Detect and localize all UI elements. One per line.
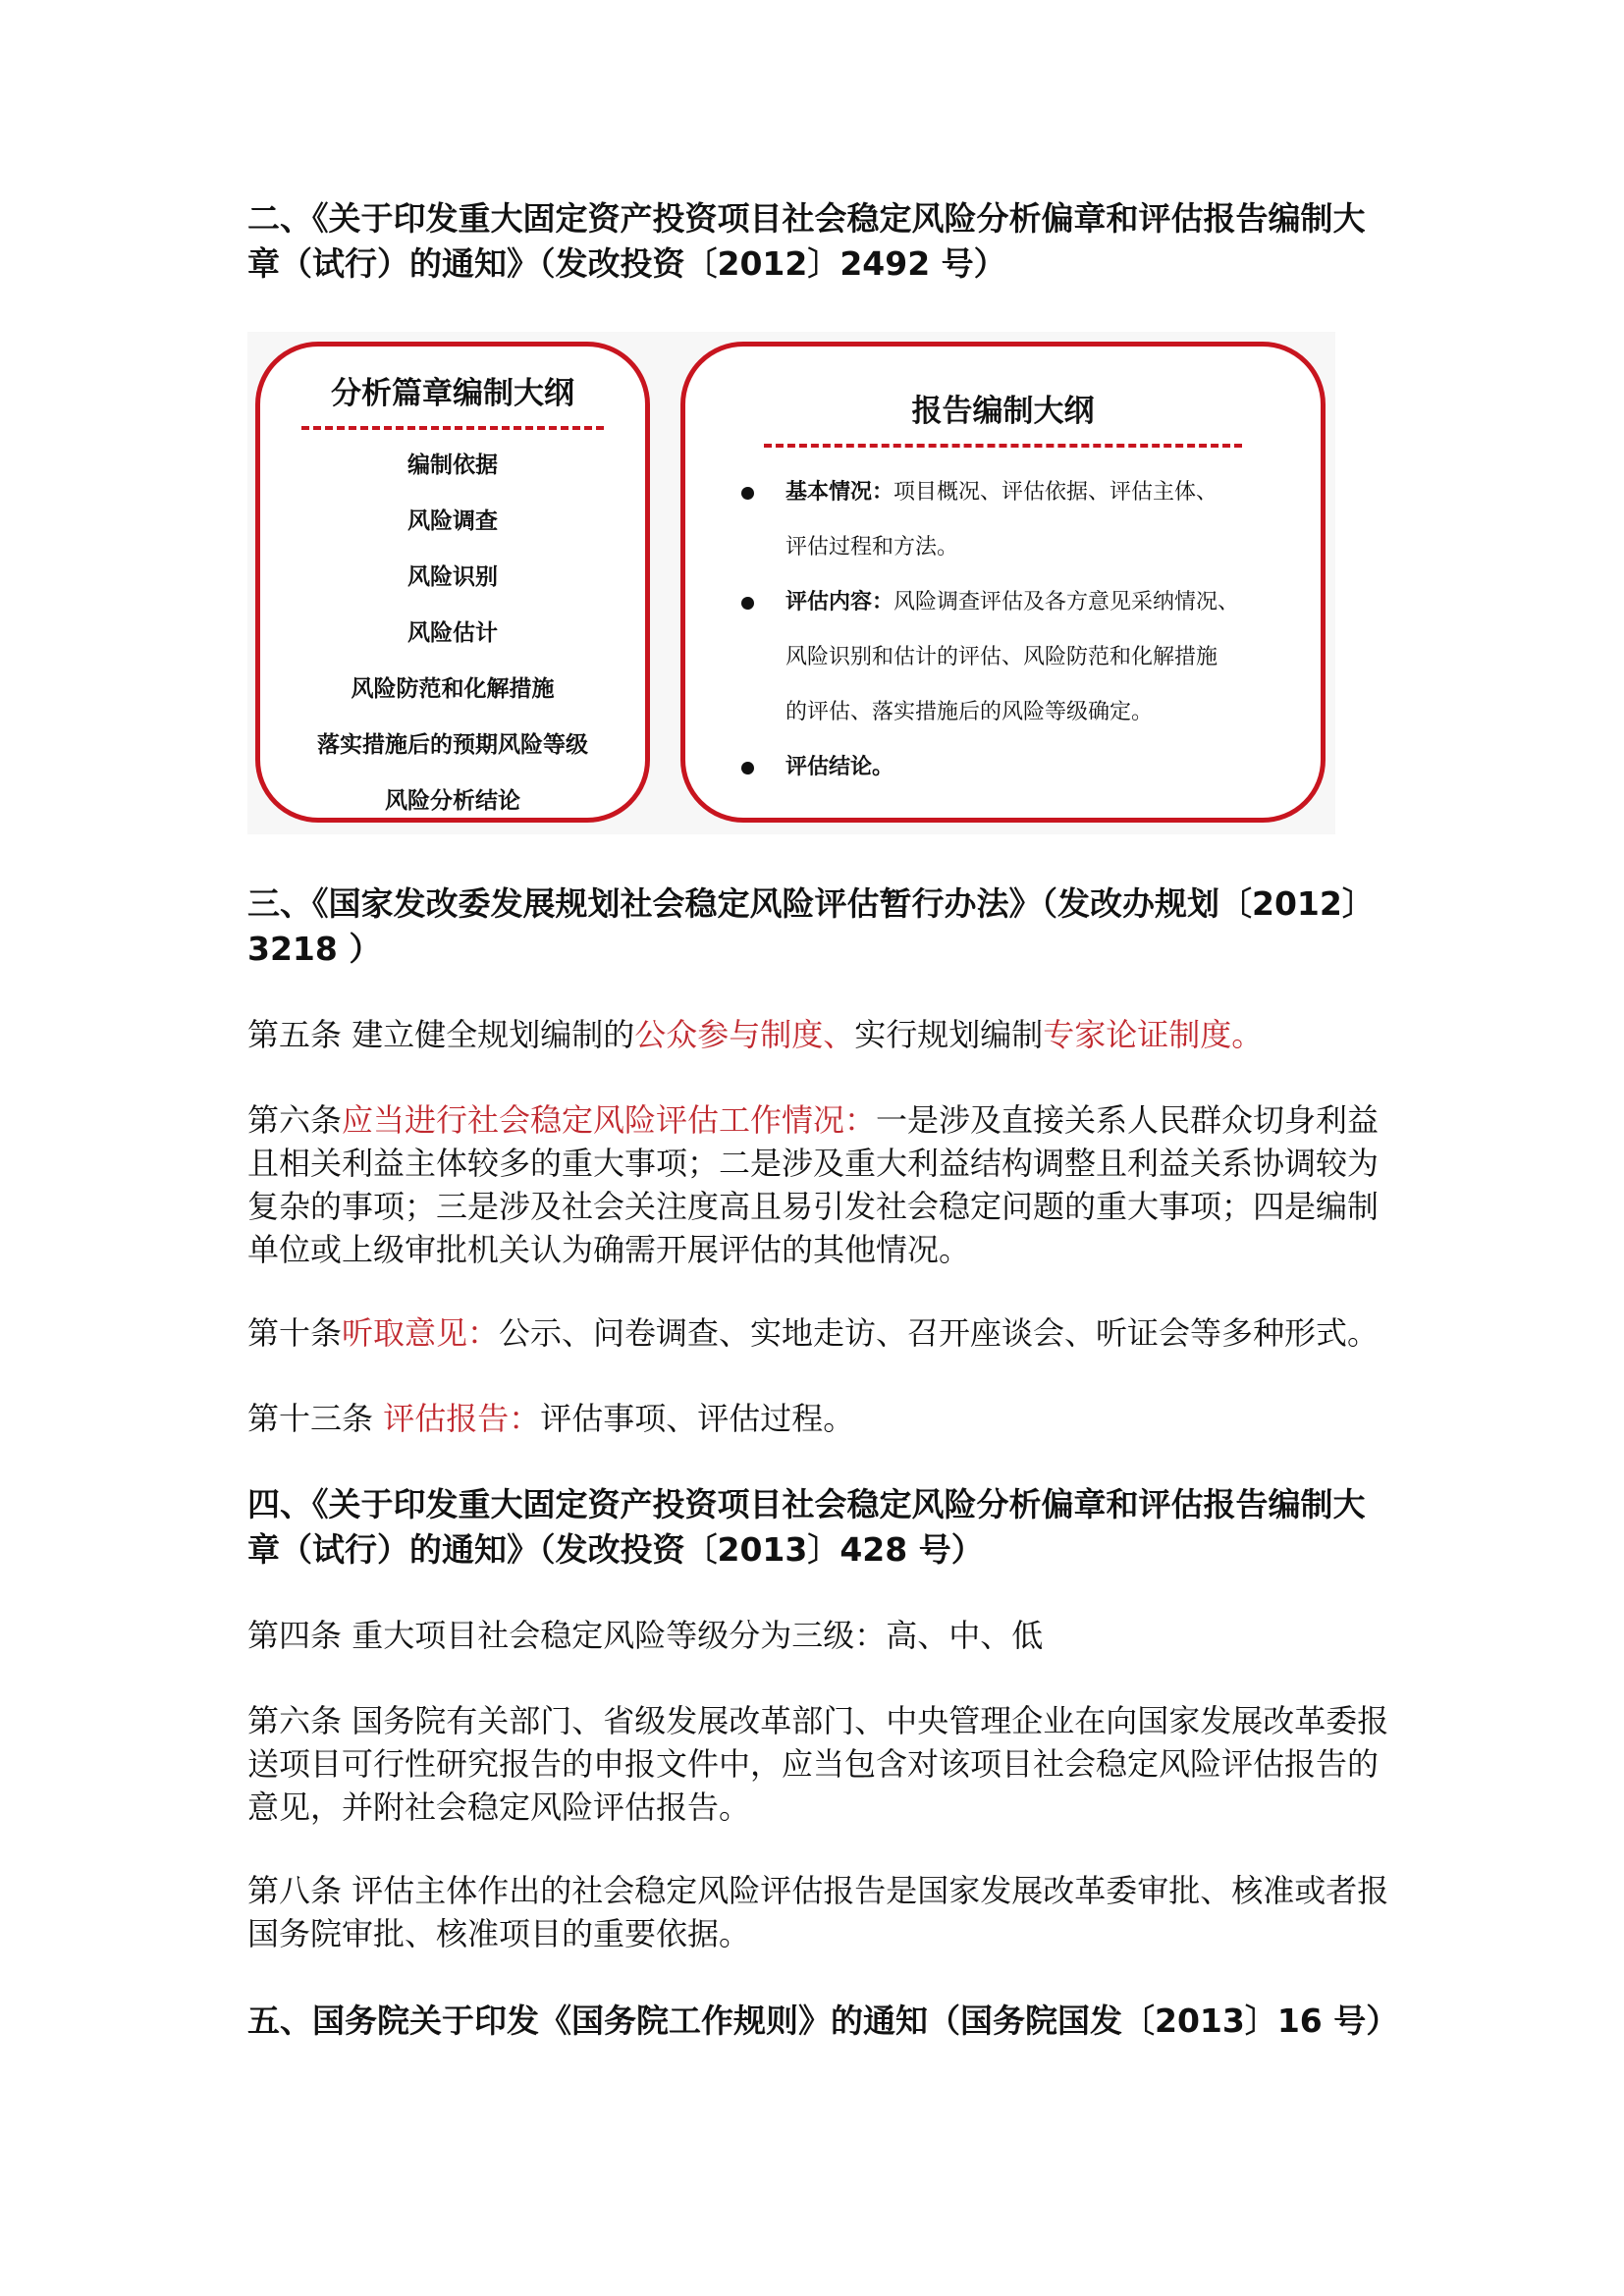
- outline-item: 风险调查: [407, 508, 498, 534]
- analysis-outline-list: [260, 438, 645, 829]
- article-text: 评估主体作出的社会稳定风险评估报告是国家发展改革委审批、核准或者报国务院审批、核准项目的重要依据。: [247, 1872, 1389, 1952]
- article-text: 一是涉及直接关系人民群众切身利益且相关利益主体较多的重大事项；二是涉及重大利益结构调整且利益关系协调较为复杂的事项；三是涉及社会关注度高且易引发社会稳定问题的重大事项；四是编制单位或上级审批机关认为确需开展评估的其他情况。: [247, 1101, 1380, 1268]
- section-4-heading: 四、《关于印发重大固定资产投资项目社会稳定风险分析偏章和评估报告编制大章（试行）的通知》（发改投资〔2013〕428 号）: [247, 1485, 1366, 1569]
- item-text: 的评估、落实措施后的风险等级确定。: [785, 700, 1154, 724]
- outline-item: 风险估计: [407, 620, 498, 646]
- article-5: [247, 1013, 1396, 1056]
- analysis-outline-title: 分析篇章编制大纲: [331, 376, 574, 411]
- article-text: 实行规划编制: [854, 1016, 1044, 1053]
- article-13: [247, 1397, 1396, 1440]
- article-number: 第十三条: [247, 1400, 374, 1437]
- highlight-text: 评估报告：: [383, 1400, 541, 1437]
- article-number: 第五条: [247, 1016, 343, 1053]
- item-label: 评估内容：: [785, 590, 894, 614]
- highlight-text: 专家论证制度。: [1043, 1016, 1264, 1053]
- article-text: 重大项目社会稳定风险等级分为三级：高、中、低: [352, 1617, 1044, 1654]
- article-text: 国务院有关部门、省级发展改革部门、中央管理企业在向国家发展改革委报送项目可行性研究报告的申报文件中，应当包含对该项目社会稳定风险评估报告的意见，并附社会稳定风险评估报告。: [247, 1702, 1389, 1826]
- outline-figure: [247, 332, 1335, 834]
- outline-item: 风险识别: [407, 564, 498, 590]
- article-number: 第六条: [247, 1702, 343, 1739]
- article-text: 公示、问卷调查、实地走访、召开座谈会、听证会等多种形式。: [499, 1314, 1380, 1352]
- article-text: 评估事项、评估过程。: [540, 1400, 855, 1437]
- article-4: [247, 1614, 1396, 1657]
- title-divider: [301, 426, 604, 430]
- section-2-heading: 二、《关于印发重大固定资产投资项目社会稳定风险分析偏章和评估报告编制大章（试行）的通知》（发改投资〔2012〕2492 号）: [247, 199, 1366, 283]
- item-text: 评估过程和方法。: [785, 535, 959, 560]
- outline-item: 编制依据: [407, 453, 498, 478]
- bullet-icon: [741, 597, 754, 610]
- item-text: 风险识别和估计的评估、风险防范和化解措施: [785, 645, 1218, 669]
- report-outline-list: [685, 465, 1321, 795]
- outline-item: 落实措施后的预期风险等级: [317, 732, 588, 758]
- section-3-heading: 三、《国家发改委发展规划社会稳定风险评估暂行办法》（发改办规划〔2012〕3218 ）: [247, 884, 1375, 968]
- item-text: 风险调查评估及各方意见采纳情况、: [893, 590, 1240, 614]
- article-number: 第四条: [247, 1617, 343, 1654]
- report-outline-panel: [680, 342, 1326, 823]
- article-number: 第六条: [247, 1101, 343, 1139]
- outline-item: 风险分析结论: [385, 788, 520, 814]
- article-number: 第十条: [247, 1314, 343, 1352]
- list-item: [685, 465, 1321, 575]
- title-divider: [764, 444, 1242, 448]
- highlight-text: 听取意见：: [342, 1314, 500, 1352]
- article-6-2013: [247, 1699, 1396, 1829]
- bullet-icon: [741, 487, 754, 500]
- article-text: 建立健全规划编制的: [352, 1016, 635, 1053]
- item-text: 项目概况、评估依据、评估主体、: [893, 480, 1218, 505]
- list-item: [685, 740, 1321, 795]
- highlight-text: 应当进行社会稳定风险评估工作情况：: [342, 1101, 877, 1139]
- article-number: 第八条: [247, 1872, 343, 1909]
- article-6: [247, 1098, 1396, 1271]
- analysis-outline-panel: [255, 342, 650, 823]
- article-8: [247, 1869, 1396, 1955]
- section-5-heading: 五、国务院关于印发《国务院工作规则》的通知（国务院国发〔2013〕16 号）: [247, 2002, 1399, 2040]
- bullet-icon: [741, 762, 754, 774]
- highlight-text: 公众参与制度、: [634, 1016, 855, 1053]
- list-item: [685, 575, 1321, 740]
- item-label: 评估结论。: [785, 755, 894, 779]
- report-outline-title: 报告编制大纲: [911, 394, 1095, 429]
- article-10: [247, 1311, 1396, 1355]
- outline-item: 风险防范和化解措施: [351, 676, 555, 702]
- item-label: 基本情况：: [785, 480, 894, 505]
